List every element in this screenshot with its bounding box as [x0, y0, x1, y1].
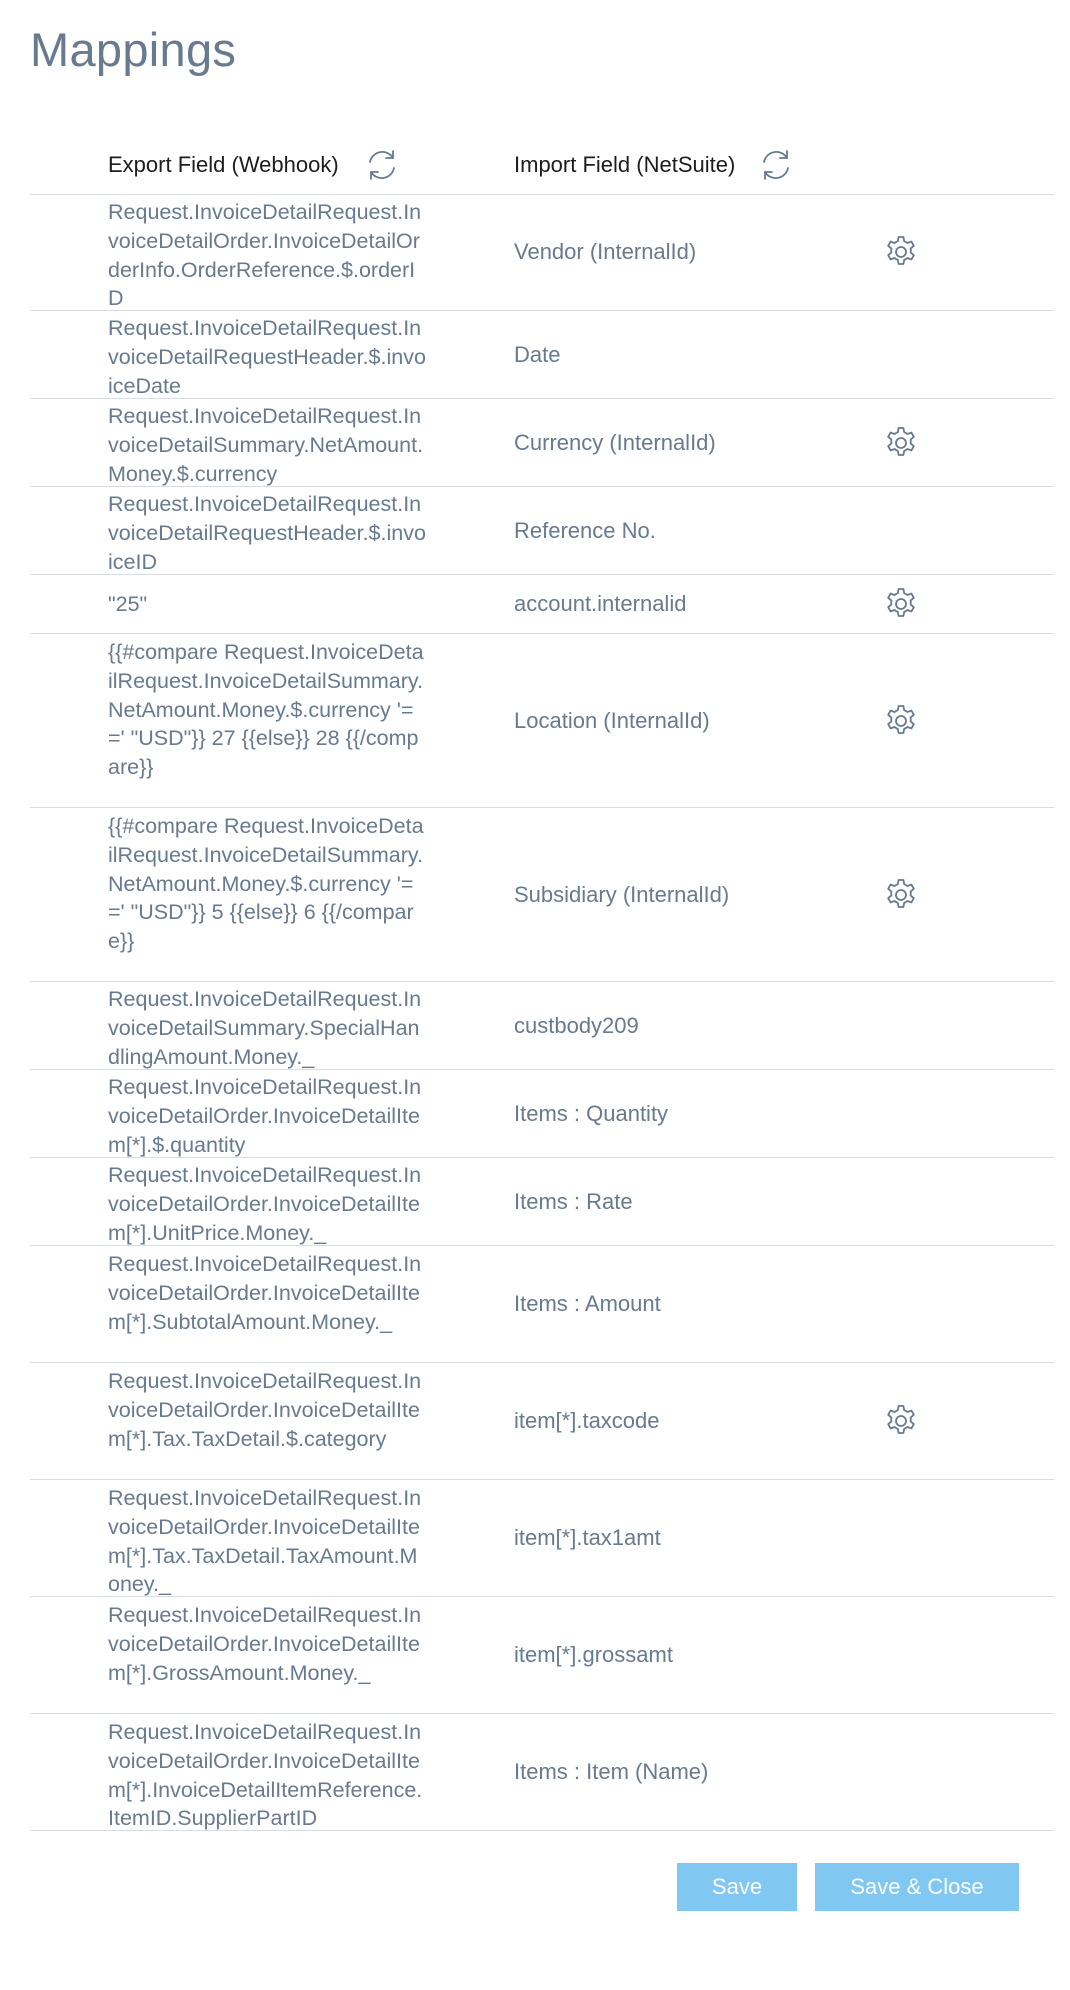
import-field-value[interactable]: item[*].grossamt — [514, 1642, 673, 1667]
footer-actions — [0, 1863, 1070, 1911]
mapping-row — [30, 1070, 1054, 1158]
mapping-row — [30, 808, 1054, 982]
import-field-value[interactable]: Date — [514, 341, 561, 367]
refresh-icon[interactable] — [365, 148, 399, 182]
import-field-column-header — [514, 148, 793, 182]
export-field-value[interactable]: Request.InvoiceDetailRequest.InvoiceDetailSummary.SpecialHandlingAmount.Money._ — [108, 987, 422, 1069]
refresh-icon[interactable] — [759, 148, 793, 182]
page-title: Mappings — [30, 23, 237, 76]
export-field-value[interactable]: Request.InvoiceDetailRequest.InvoiceDetailOrder.InvoiceDetailItem[*].Tax.TaxDetail.$.category — [108, 1369, 422, 1451]
mapping-header-row — [30, 138, 1054, 195]
import-field-value[interactable]: Items : Rate — [514, 1188, 633, 1214]
mapping-row — [30, 194, 1054, 311]
export-field-value[interactable]: Request.InvoiceDetailRequest.InvoiceDetailOrder.InvoiceDetailItem[*].$.quantity — [108, 1075, 422, 1157]
gear-icon[interactable] — [882, 702, 920, 740]
export-field-value[interactable]: Request.InvoiceDetailRequest.InvoiceDetailSummary.NetAmount.Money.$.currency — [108, 404, 424, 486]
mapping-row — [30, 634, 1054, 808]
export-field-column-header — [108, 148, 399, 182]
export-field-value[interactable]: "25" — [108, 592, 148, 616]
export-field-value[interactable]: Request.InvoiceDetailRequest.InvoiceDetailOrder.InvoiceDetailItem[*].UnitPrice.Money._ — [108, 1163, 422, 1245]
import-field-value[interactable]: Location (InternalId) — [514, 707, 710, 733]
import-field-value[interactable]: custbody209 — [514, 1012, 639, 1038]
import-field-value[interactable]: Subsidiary (InternalId) — [514, 881, 730, 907]
export-field-value[interactable]: {{#compare Request.InvoiceDetailRequest.InvoiceDetailSummary.NetAmount.Money.$.currency '==' "USD"}} 5 {{else}} 6 {{/compare}} — [108, 814, 424, 954]
import-field-value[interactable]: Items : Amount — [514, 1291, 661, 1316]
save-and-close-button[interactable]: Save & Close — [815, 1863, 1019, 1911]
mapping-row — [30, 1158, 1054, 1246]
mapping-row — [30, 487, 1054, 575]
mapping-row — [30, 1480, 1054, 1597]
mapping-row — [30, 575, 1054, 634]
export-field-value[interactable]: Request.InvoiceDetailRequest.InvoiceDetailRequestHeader.$.invoiceDate — [108, 316, 426, 398]
gear-icon[interactable] — [882, 876, 920, 914]
export-field-value[interactable]: Request.InvoiceDetailRequest.InvoiceDetailOrder.InvoiceDetailItem[*].GrossAmount.Money._ — [108, 1603, 422, 1685]
import-field-value[interactable]: Currency (InternalId) — [514, 429, 716, 455]
gear-icon[interactable] — [882, 424, 920, 462]
mapping-row — [30, 982, 1054, 1070]
import-field-column-label: Import Field (NetSuite) — [514, 152, 736, 177]
import-field-value[interactable]: Items : Item (Name) — [514, 1759, 709, 1784]
import-field-value[interactable]: item[*].taxcode — [514, 1408, 660, 1433]
mapping-row — [30, 1363, 1054, 1480]
mapping-row — [30, 1246, 1054, 1363]
export-field-value[interactable]: Request.InvoiceDetailRequest.InvoiceDetailOrder.InvoiceDetailItem[*].Tax.TaxDetail.TaxAmount.Money._ — [108, 1486, 422, 1597]
export-field-column-label: Export Field (Webhook) — [108, 152, 339, 177]
export-field-value[interactable]: Request.InvoiceDetailRequest.InvoiceDetailRequestHeader.$.invoiceID — [108, 492, 426, 574]
mapping-rows — [30, 194, 1054, 1831]
gear-icon[interactable] — [882, 585, 920, 623]
export-field-value[interactable]: {{#compare Request.InvoiceDetailRequest.InvoiceDetailSummary.NetAmount.Money.$.currency '==' "USD"}} 27 {{else}} 28 {{/compare}} — [108, 640, 424, 780]
import-field-value[interactable]: account.internalid — [514, 591, 687, 616]
export-field-value[interactable]: Request.InvoiceDetailRequest.InvoiceDetailOrder.InvoiceDetailOrderInfo.OrderReference.$.orderID — [108, 200, 422, 311]
mapping-row — [30, 1597, 1054, 1714]
gear-icon[interactable] — [882, 1402, 920, 1440]
import-field-value[interactable]: Items : Quantity — [514, 1100, 669, 1126]
mapping-row — [30, 1714, 1054, 1831]
mapping-row — [30, 399, 1054, 487]
gear-icon[interactable] — [882, 233, 920, 271]
export-field-value[interactable]: Request.InvoiceDetailRequest.InvoiceDetailOrder.InvoiceDetailItem[*].InvoiceDetailItemReference.ItemID.SupplierPartID — [108, 1720, 423, 1831]
import-field-value[interactable]: item[*].tax1amt — [514, 1525, 661, 1550]
mapping-row — [30, 311, 1054, 399]
export-field-value[interactable]: Request.InvoiceDetailRequest.InvoiceDetailOrder.InvoiceDetailItem[*].SubtotalAmount.Money._ — [108, 1252, 422, 1334]
save-button[interactable]: Save — [677, 1863, 797, 1911]
import-field-value[interactable]: Vendor (InternalId) — [514, 239, 697, 264]
import-field-value[interactable]: Reference No. — [514, 517, 656, 543]
